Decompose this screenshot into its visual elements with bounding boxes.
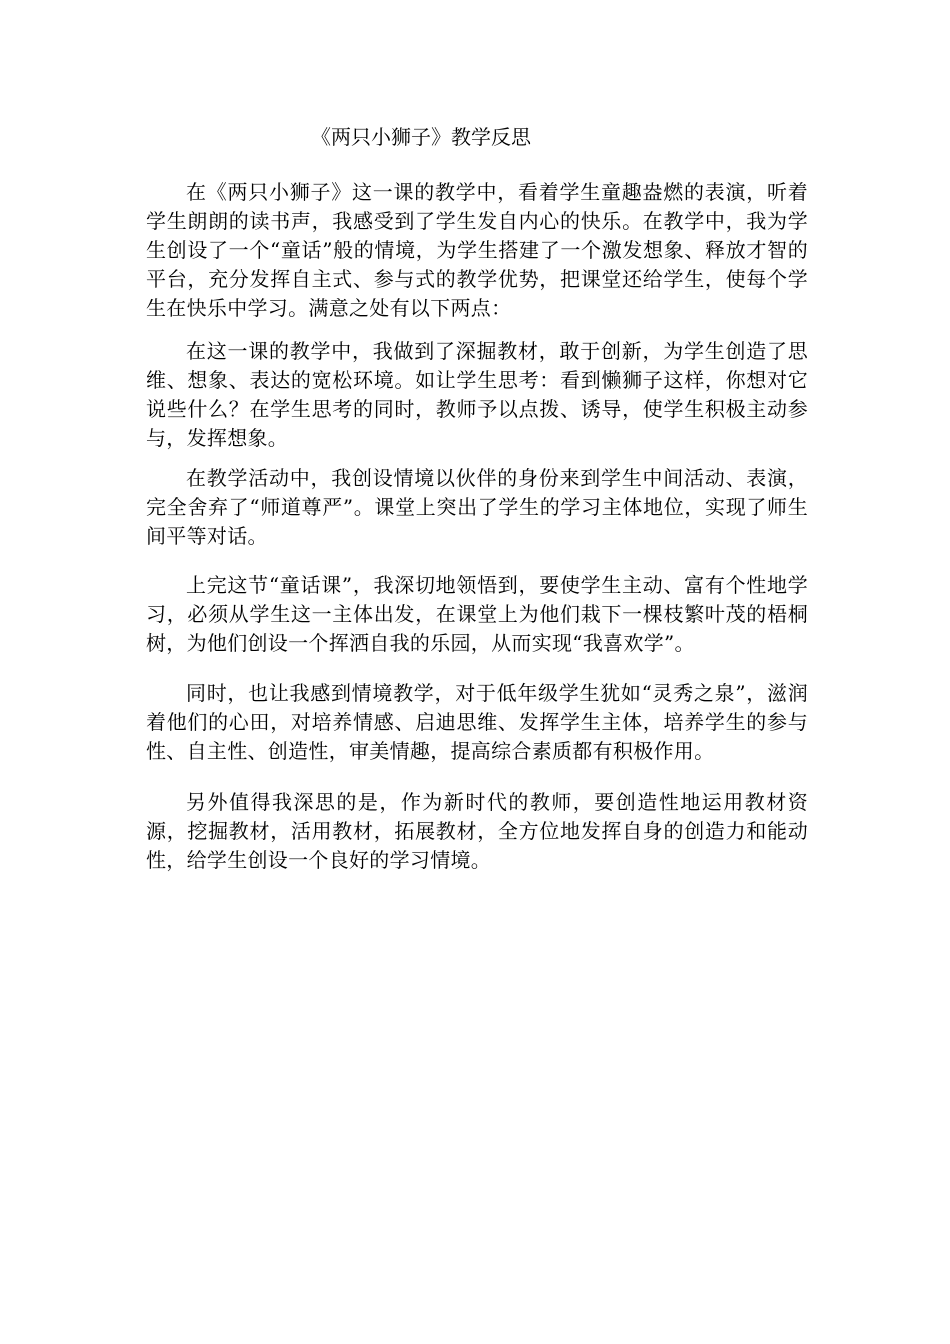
paragraph-insight: 上完这节“童话课”，我深切地领悟到，要使学生主动、富有个性地学习，必须从学生这一主体出发，在课堂上为他们栽下一棵枝繁叶茂的梧桐树，为他们创设一个挥洒自我的乐园，从而实现“我喜欢学”。 [146, 573, 808, 655]
paragraph-situational-teaching: 同时，也让我感到情境教学，对于低年级学生犹如“灵秀之泉”，滋润着他们的心田，对培养情感、启迪思维、发挥学生主体，培养学生的参与性、自主性、创造性，审美情趣，提高综合素质都有积极作用。 [146, 681, 808, 763]
paragraph-point-two: 在教学活动中，我创设情境以伙伴的身份来到学生中间活动、表演，完全舍弃了“师道尊严”。课堂上突出了学生的学习主体地位，实现了师生间平等对话。 [146, 466, 808, 548]
paragraph-intro: 在《两只小狮子》这一课的教学中，看着学生童趣盎燃的表演，听着学生朗朗的读书声，我感受到了学生发自内心的快乐。在教学中，我为学生创设了一个“童话”般的情境，为学生搭建了一个激发想象、释放才智的平台，充分发挥自主式、参与式的教学优势，把课堂还给学生，使每个学生在快乐中学习。满意之处有以下两点： [146, 180, 808, 320]
paragraph-reflection: 另外值得我深思的是，作为新时代的教师，要创造性地运用教材资源，挖掘教材，活用教材，拓展教材，全方位地发挥自身的创造力和能动性，给学生创设一个良好的学习情境。 [146, 790, 808, 872]
document-title: 《两只小狮子》教学反思 [311, 125, 531, 149]
paragraph-point-one: 在这一课的教学中，我做到了深掘教材，敢于创新，为学生创造了思维、想象、表达的宽松环境。如让学生思考：看到懒狮子这样，你想对它说些什么？在学生思考的同时，教师予以点拨、诱导，使学生积极主动参与，发挥想象。 [146, 339, 808, 450]
